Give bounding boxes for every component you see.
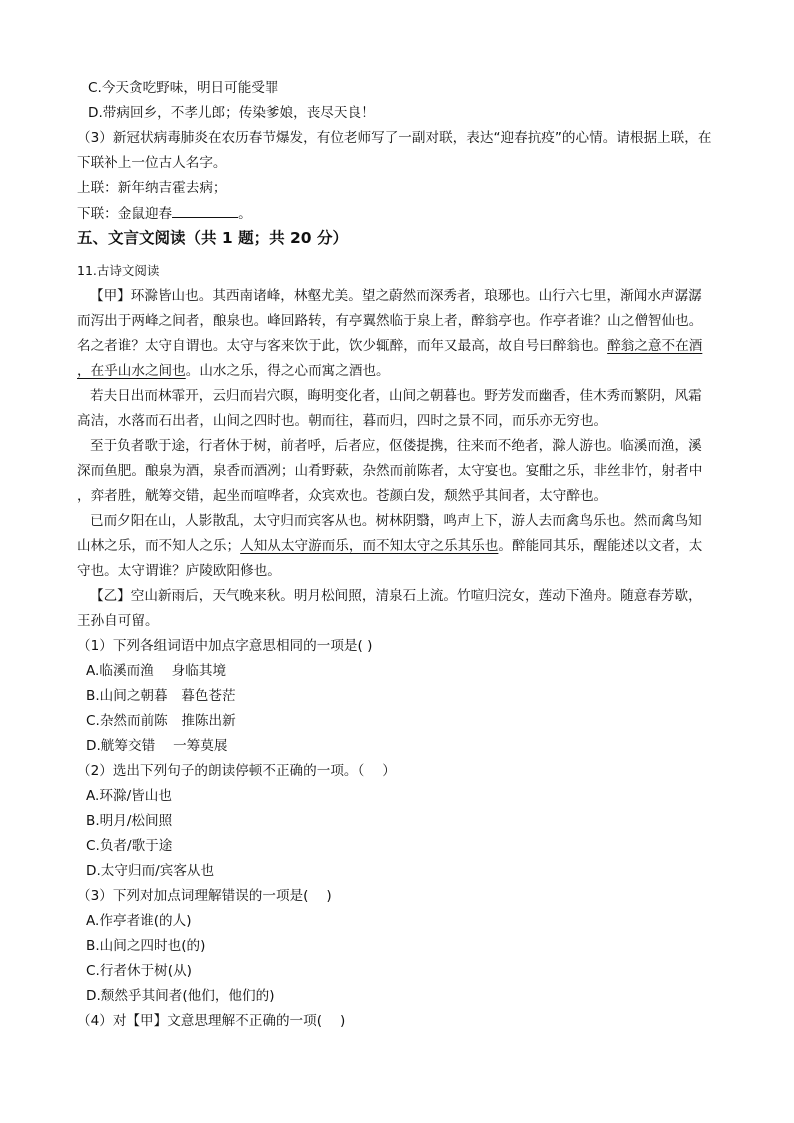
q2-option-d: D.太守归而/宾客从也 xyxy=(86,863,215,879)
passage-jia-line-5: 若夫日出而林霏开，云归而岩穴暝，晦明变化者，山间之朝暮也。野芳发而幽香，佳木秀而繁阴，风霜 xyxy=(90,388,702,404)
q2-option-c: C.负者/歌于途 xyxy=(86,838,173,854)
passage-jia-line-9: ，弈者胜，觥筹交错，起坐而喧哗者，众宾欢也。苍颜白发，颓然乎其间者，太守醉也。 xyxy=(77,488,608,504)
q3-option-b: B.山间之四时也(的) xyxy=(86,938,206,954)
q1-option-c: C.杂然而前陈 推陈出新 xyxy=(86,713,236,729)
question-4: （4）对【甲】文意思理解不正确的一项( ) xyxy=(77,1013,346,1029)
option-c: C.今天贪吃野味，明日可能受罪 xyxy=(88,80,279,96)
passage-text: 名之者谁？太守自谓也。太守与客来饮于此，饮少辄醉，而年又最高，故自号曰醉翁也。 xyxy=(77,338,608,354)
upper-couplet: 上联：新年纳吉霍去病； xyxy=(77,180,227,196)
passage-jia-line-1: 【甲】环滁皆山也。其西南诸峰，林壑尤美。望之蔚然而深秀者，琅琊也。山行六七里，渐闻水声潺潺 xyxy=(90,288,702,304)
q1-option-d: D.觥筹交错 一筹莫展 xyxy=(86,738,228,754)
q2-option-a: A.环滁/皆山也 xyxy=(86,788,172,804)
passage-jia-line-4 xyxy=(77,361,794,381)
passage-yi-line-1: 【乙】空山新雨后，天气晚来秋。明月松间照，清泉石上流。竹喧归浣女，莲动下渔舟。随意春芳歇， xyxy=(90,588,702,604)
passage-jia-line-8: 深而鱼肥。酿泉为酒，泉香而酒冽；山肴野蔌，杂然而前陈者，太守宴也。宴酣之乐，非丝非竹，射者中 xyxy=(77,463,703,479)
underlined-sentence: 醉翁之意不在酒 xyxy=(607,338,703,354)
lower-couplet-end: 。 xyxy=(238,206,252,222)
question-1: （1）下列各组词语中加点字意思相同的一项是( ) xyxy=(77,638,373,654)
passage-jia-line-6: 高洁，水落而石出者，山间之四时也。朝而往，暮而归，四时之景不同，而乐亦无穷也。 xyxy=(77,413,608,429)
q3-option-c: C.行者休于树(从) xyxy=(86,963,192,979)
q1-option-a: A.临溪而渔 身临其境 xyxy=(86,663,227,679)
passage-text: 。山水之乐，得之心而寓之酒也。 xyxy=(185,363,390,379)
passage-yi-line-2: 王孙自可留。 xyxy=(77,613,159,629)
lower-couplet xyxy=(77,203,794,224)
option-d: D.带病回乡，不孝儿郎；传染爹娘，丧尽天良！ xyxy=(88,105,375,121)
underlined-sentence-2: 人知从太守游而乐，而不知太守之乐其乐也 xyxy=(240,538,499,554)
q3-option-a: A.作亭者谁(的人) xyxy=(86,913,192,929)
section-heading: 五、文言文阅读（共 1 题；共 20 分） xyxy=(77,229,348,247)
q2-option-b: B.明月/松间照 xyxy=(86,813,173,829)
passage-jia-line-3 xyxy=(77,336,794,356)
passage-jia-line-12: 守也。太守谓谁？庐陵欧阳修也。 xyxy=(77,563,281,579)
passage-jia-line-2: 而泻出于两峰之间者，酿泉也。峰回路转，有亭翼然临于泉上者，醉翁亭也。作亭者谁？山之僧智仙也。 xyxy=(77,313,703,329)
underlined-sentence-cont: ，在乎山水之间也 xyxy=(77,363,186,379)
question-3-prompt: （3）新冠状病毒肺炎在农历春节爆发，有位老师写了一副对联，表达“迎春抗疫”的心情。请根据上联，在 xyxy=(77,130,712,146)
lower-couplet-text: 下联：金鼠迎春 xyxy=(77,206,173,222)
passage-jia-line-11 xyxy=(77,536,794,556)
passage-text: 。醉能同其乐，醒能述以文者，太 xyxy=(498,538,703,554)
passage-jia-line-7: 至于负者歌于途，行者休于树，前者呼，后者应，伛偻提携，往来而不绝者，滁人游也。临溪而渔，溪 xyxy=(90,438,702,454)
question-3: （3）下列对加点词理解错误的一项是( ) xyxy=(77,888,332,904)
question-11-title: 11.古诗文阅读 xyxy=(77,263,160,278)
q3-option-d: D.颓然乎其间者(他们，他们的) xyxy=(86,988,275,1004)
question-2: （2）选出下列句子的朗读停顿不正确的一项。（ ） xyxy=(77,763,396,779)
passage-jia-line-10: 已而夕阳在山，人影散乱，太守归而宾客从也。树林阴翳，鸣声上下，游人去而禽鸟乐也。然而禽鸟知 xyxy=(90,513,702,529)
answer-blank[interactable] xyxy=(172,203,238,218)
q1-option-b: B.山间之朝暮 暮色苍茫 xyxy=(86,688,236,704)
question-3-prompt-cont: 下联补上一位古人名字。 xyxy=(77,155,227,171)
passage-text: 山林之乐，而不知人之乐； xyxy=(77,538,241,554)
